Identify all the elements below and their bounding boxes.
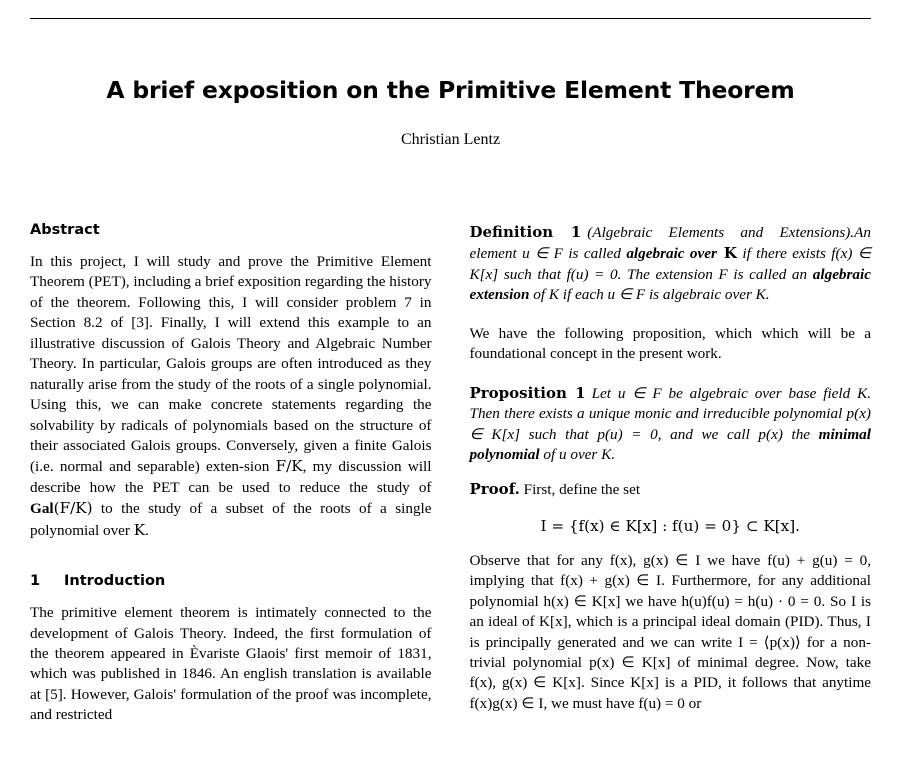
introduction-paragraph: The primitive element theorem is intimately connected to the development of Galois Theory. Indeed, the first formulation of the theorem appeared in Èvariste Glaois' first memoir of 1831, which was published in 1846. An english translation is available at [5]. However, Galois' formulation of the proof was incomplete, and restricted [30,604,432,724]
gal-argument: (F/K) [53,499,93,518]
two-column-body [30,222,871,739]
page-title: A brief exposition on the Primitive Element Theorem [106,76,795,104]
proof-display-equation: I = {f(x) ∈ K[x] : f(u) = 0} ⊂ K[x]. [540,516,800,535]
proposition-block [470,383,872,466]
abstract-text-part1: In this project, I will study and prove the Primitive Element Theorem (PET), including a brief exposition regarding the history of the theorem. Following this, I will consider problem 7 in Section 8.2 of [3]. Finally, I will extend this example to an illustrative discussion of Galois Theory and Algebraic Number Theory. In particular, Galois groups are often introduced as they naturally arise from the study of the roots of a single polynomial. Using this, we can make concrete statements regarding the solvability by radicals of polynomials based on the structure of their associated Galois groups. Conversely, given a finite Galois (i.e. normal and separable) exten-sion [30,253,432,476]
field-extension-symbol: F/K [275,457,303,476]
section-heading-introduction [30,573,432,589]
definition-title: (Algebraic Elements and Extensions). [587,224,855,241]
section-number: 1 [30,573,41,590]
abstract-text-part2: , my discussion will describe how the PET can be used to reduce the study of [30,458,432,496]
left-column [30,222,432,739]
right-column [470,222,872,739]
abstract-paragraph [30,252,432,541]
gal-bold: Gal [30,500,54,518]
author-name: Christian Lentz [400,131,501,148]
definition-term-algebraic-extension: algebraic extension [469,265,871,304]
proposition-label: Proposition 1 [469,383,586,402]
proposition-body-a: Let u ∈ F be algebraic over base field K. Then there exists a unique monic and irreducible polynomial p(x) ∈ K[x] such that p(u) = 0, and we call p(x) the [469,384,871,443]
proof-label: Proof. [469,480,520,499]
proof-intro [470,479,872,500]
definition-body-c: of K if each u ∈ F is algebraic over K. [529,286,770,304]
definition-label: Definition 1 [469,223,582,241]
header-rule [30,18,871,19]
section-title: Introduction [64,573,166,590]
definition-body-b: if there exists f(x) ∈ K[x] such that f(u) = 0. The extension F is called an [469,245,871,283]
definition-block [470,222,872,306]
proof-intro-text: First, define the set [519,481,641,499]
proposition-term-minimal-polynomial: minimal polynomial [469,425,871,463]
abstract-heading: Abstract [30,222,100,238]
base-field-symbol: K [133,520,146,539]
definition-body-a: An element u ∈ F is called [469,224,871,263]
proof-body-paragraph: Observe that for any f(x), g(x) ∈ I we have f(u) + g(u) = 0, implying that f(x) + g(x) ∈ I. Furthermore, for any additional polynomial h(x) ∈ K[x] we have h(u)f(u) = h(u) · 0 = 0. So I is an ideal of K[x], which is a principal ideal domain (PID). Thus, I is principally generated and we can write I = ⟨p(x)⟩ for a non-trivial polynomial p(x) ∈ K[x] of minimal degree. Now, take f(x), g(x) ∈ K[x]. Since K[x] is a PID, it follows that anytime f(x)g(x) ∈ I, we must have f(u) = 0 or [469,551,871,712]
proposition-body-b: of u over K. [539,445,616,463]
abstract-text-part4: . [145,521,149,539]
abstract-text-part3: to the study of a subset of the roots of a single polynomial over [30,500,432,539]
definition-term-field-symbol: K [716,244,737,263]
bridge-paragraph: We have the following proposition, which which will be a foundational concept in the present work. [469,324,871,363]
definition-term-algebraic-over: algebraic over [626,245,717,263]
